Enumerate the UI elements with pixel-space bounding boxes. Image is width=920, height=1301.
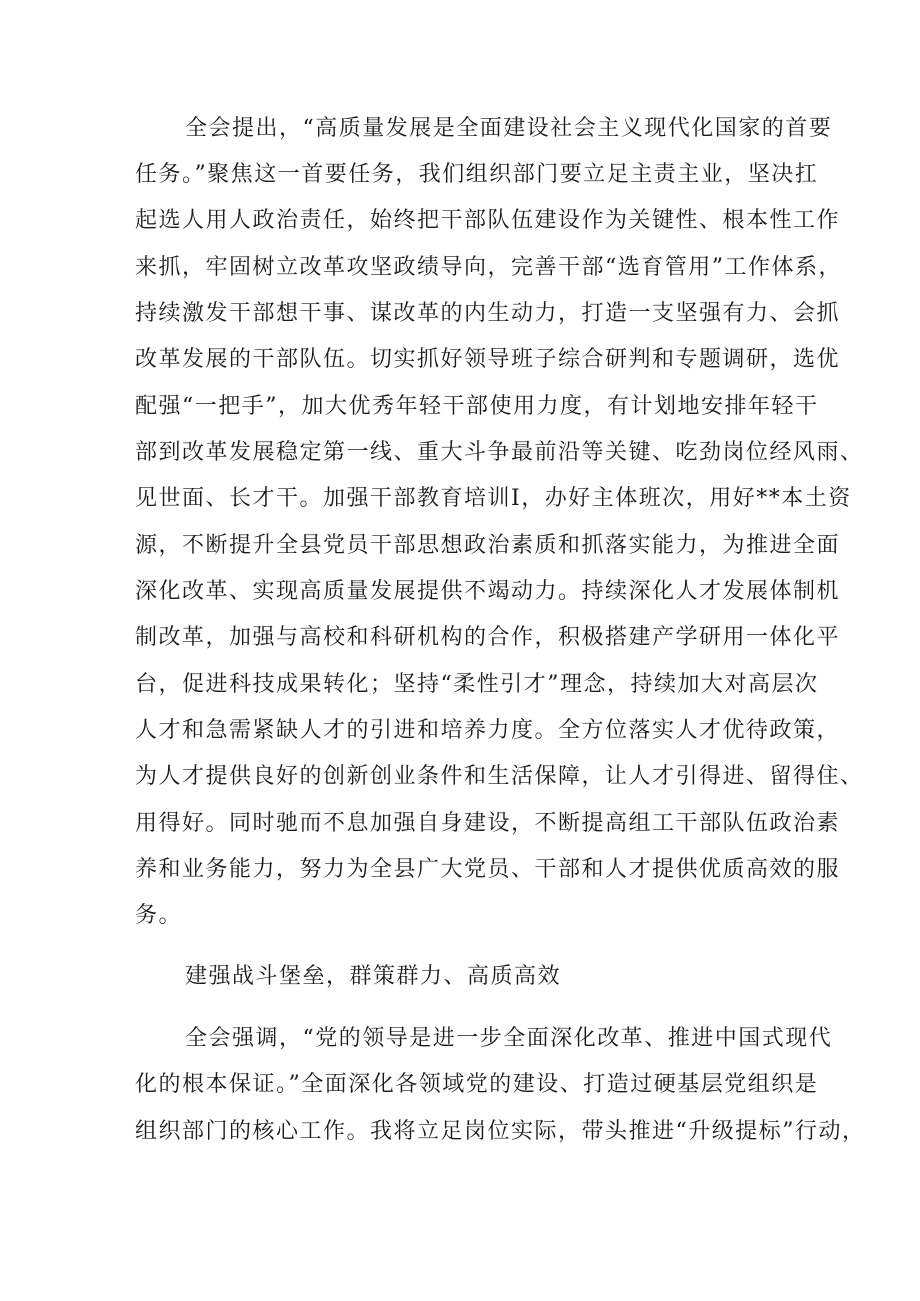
paragraph-1-line-14: 人才和急需紧缺人才的引进和培养力度。全方位落实人才优待政策， bbox=[135, 718, 841, 743]
paragraph-1-line-17: 养和业务能力，努力为全县广大党员、干部和人才提供优质高效的服 bbox=[135, 857, 841, 882]
paragraph-1-line-15: 为人才提供良好的创新创业条件和生活保障，让人才引得进、留得住、 bbox=[135, 764, 864, 789]
paragraph-2-line-1: 全会强调，“党的领导是进一步全面深化改革、推进中国式现代 bbox=[185, 1026, 833, 1051]
paragraph-1-line-11: 深化改革、实现高质量发展提供不竭动力。持续深化人才发展体制机 bbox=[135, 579, 841, 604]
paragraph-1-line-3: 起选人用人政治责任，始终把干部队伍建设作为关键性、根本性工作 bbox=[135, 208, 841, 233]
paragraph-1-line-12: 制改革，加强与高校和科研机构的合作，积极搭建产学研用一体化平 bbox=[135, 625, 841, 650]
paragraph-1-line-7: 配强“一把手”，加大优秀年轻干部使用力度，有计划地安排年轻干 bbox=[135, 394, 819, 419]
paragraph-1-line-6: 改革发展的干部队伍。切实抓好领导班子综合研判和专题调研，选优 bbox=[135, 347, 841, 372]
paragraph-1-line-1: 全会提出，“高质量发展是全面建设社会主义现代化国家的首要 bbox=[185, 116, 833, 141]
paragraph-1-line-18: 务。 bbox=[135, 903, 183, 928]
paragraph-1-line-4: 来抓，牢固树立改革攻坚政绩导向，完善干部“选育管用”工作体系， bbox=[135, 255, 842, 280]
paragraph-1-line-2: 任务。”聚焦这一首要任务，我们组织部门要立足主责主业，坚决扛 bbox=[135, 162, 819, 187]
paragraph-1-line-9: 见世面、长才干。加强干部教育培训I，办好主体班次，用好**本土资 bbox=[135, 486, 852, 511]
paragraph-1-line-8: 部到改革发展稳定第一线、重大斗争最前沿等关键、吃劲岗位经风雨、 bbox=[135, 440, 864, 465]
section-heading: 建强战斗堡垒，群策群力、高质高效 bbox=[185, 964, 562, 989]
paragraph-1-line-10: 源，不断提升全县党员干部思想政治素质和抓落实能力，为推进全面 bbox=[135, 533, 841, 558]
paragraph-1-line-13: 台，促进科技成果转化；坚持“柔性引才”理念，持续加大对高层次 bbox=[135, 672, 819, 697]
paragraph-1-line-5: 持续激发干部想干事、谋改革的内生动力，打造一支坚强有力、会抓 bbox=[135, 301, 841, 326]
paragraph-2-line-3: 组织部门的核心工作。我将立足岗位实际，带头推进“升级提标”行动， bbox=[135, 1119, 866, 1144]
paragraph-2-line-2: 化的根本保证。”全面深化各领域党的建设、打造过硬基层党组织是 bbox=[135, 1072, 819, 1097]
paragraph-1-line-16: 用得好。同时驰而不息加强自身建设，不断提高组工干部队伍政治素 bbox=[135, 811, 841, 836]
